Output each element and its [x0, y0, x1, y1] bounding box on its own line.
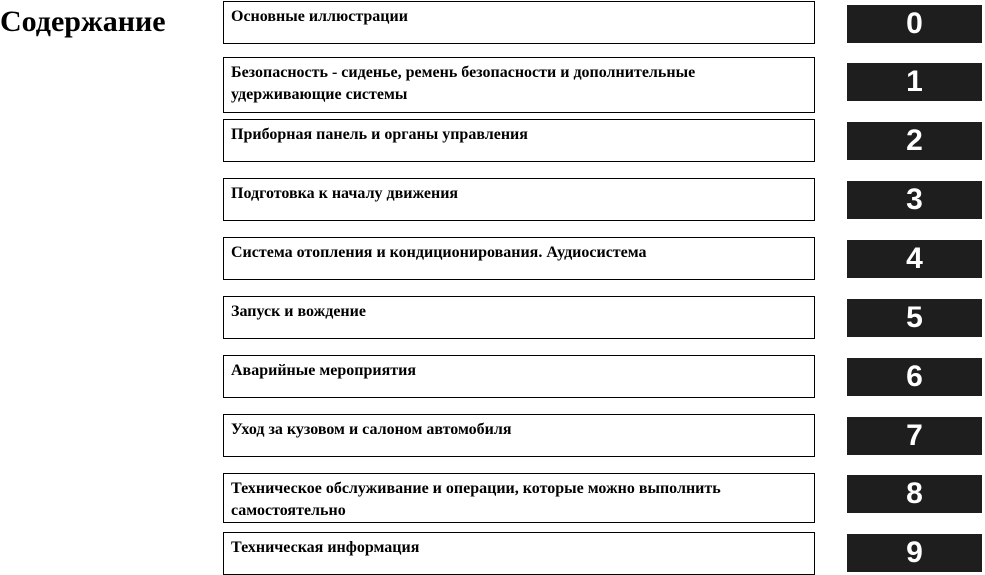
- toc-entry-0[interactable]: Основные иллюстрации: [223, 1, 815, 44]
- section-number-badge-3[interactable]: 3: [847, 181, 982, 219]
- toc-entry-4[interactable]: Система отопления и кондиционирования. Аудиосистема: [223, 237, 815, 280]
- section-number-badge-5[interactable]: 5: [847, 299, 982, 337]
- toc-entry-3[interactable]: Подготовка к началу движения: [223, 178, 815, 221]
- toc-entry-7[interactable]: Уход за кузовом и салоном автомобиля: [223, 414, 815, 457]
- page-title: Содержание: [0, 5, 166, 38]
- toc-entry-5[interactable]: Запуск и вождение: [223, 296, 815, 339]
- toc-entry-6[interactable]: Аварийные мероприятия: [223, 355, 815, 398]
- section-number-badge-6[interactable]: 6: [847, 358, 982, 396]
- section-number-badge-8[interactable]: 8: [847, 475, 982, 513]
- toc-entry-2[interactable]: Приборная панель и органы управления: [223, 119, 815, 162]
- section-number-badge-2[interactable]: 2: [847, 122, 982, 160]
- section-number-badge-4[interactable]: 4: [847, 240, 982, 278]
- toc-entry-9[interactable]: Техническая информация: [223, 532, 815, 575]
- section-number-badge-0[interactable]: 0: [847, 5, 982, 43]
- section-number-badge-9[interactable]: 9: [847, 534, 982, 572]
- section-number-badge-7[interactable]: 7: [847, 417, 982, 455]
- toc-entry-1[interactable]: Безопасность - сиденье, ремень безопасности и дополнительные удерживающие системы: [223, 57, 815, 113]
- section-number-badge-1[interactable]: 1: [847, 63, 982, 101]
- toc-entry-8[interactable]: Техническое обслуживание и операции, которые можно выполнить самостоятельно: [223, 473, 815, 523]
